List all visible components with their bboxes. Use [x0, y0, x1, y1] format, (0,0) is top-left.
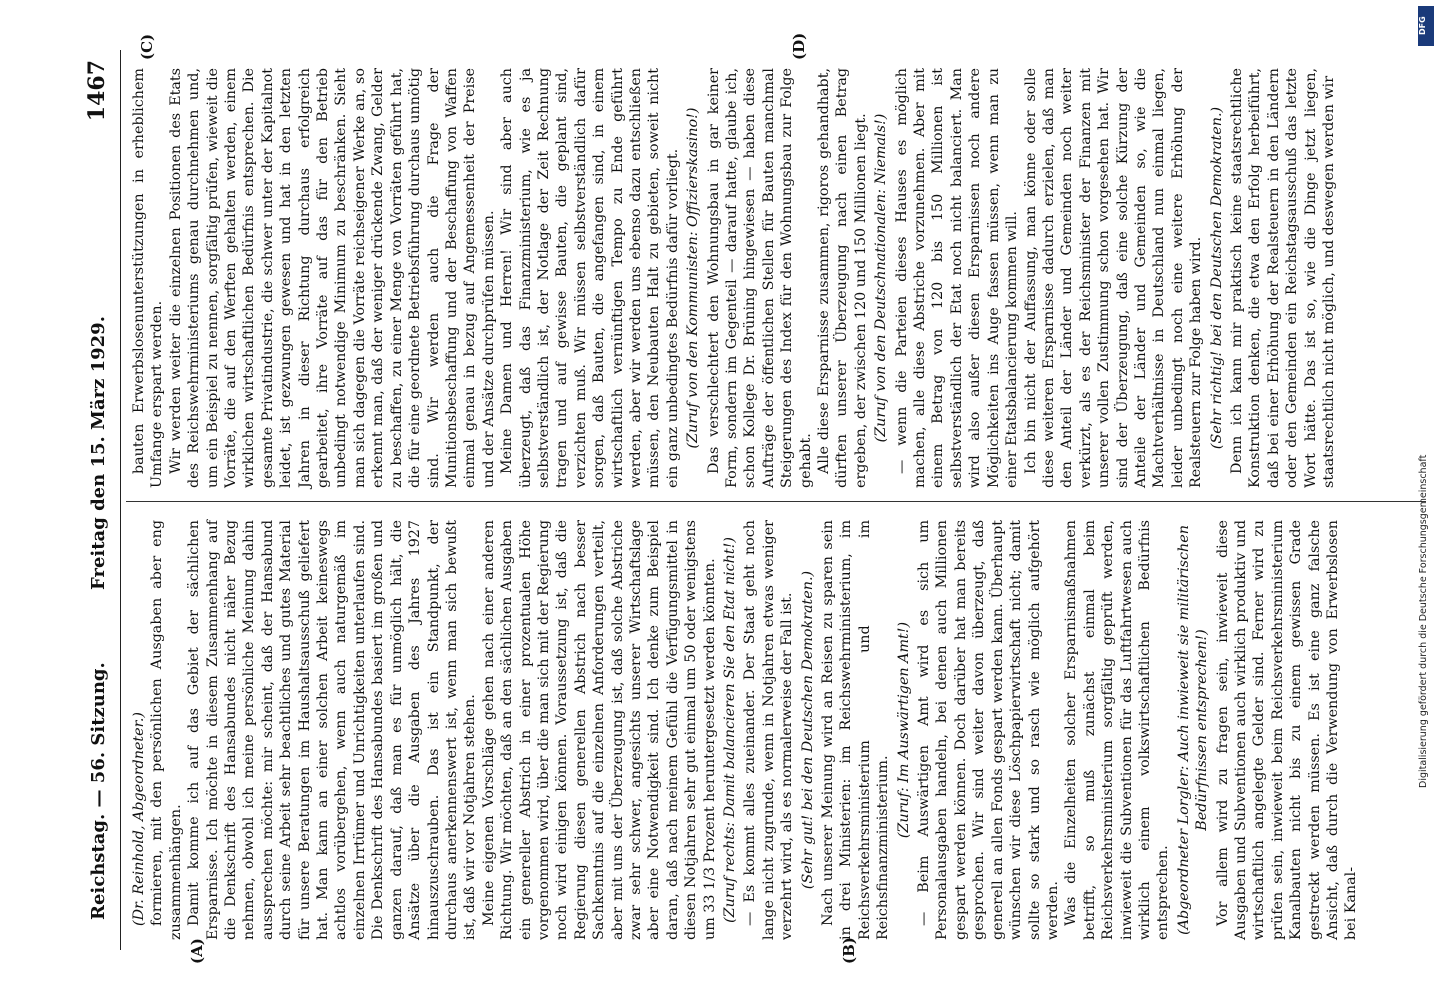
right-paragraph: (Zuruf von den Deutschnationalen: Niemals!)	[873, 113, 890, 443]
document-page	[80, 32, 1430, 964]
left-paragraph: — Beim Auswärtigen Amt wird es sich um Personalausgaben handeln, bei denen auch Millionen gespart werden können. Doch darüber hat man bereits gesprochen. Wir sind weiter davon überzeugt, daß generell an allen Fonds gespart werden kann. Überhaupt wünschen wir diese Löschpapierwirtschaft nicht; damit sollte so stark und so rasch wie möglich aufgehört werden.	[916, 520, 1061, 940]
dfg-logo: DFG	[1418, 6, 1434, 46]
margin-marker-d: (D)	[790, 32, 808, 60]
left-paragraph: Nach unserer Meinung wird an Reisen zu sparen sein in drei Ministerien: im Reichswehrministerium, im Reichsverkehrsministerium und im Reichsfinanzministerium.	[820, 520, 892, 940]
right-paragraph: Das verschlechtert den Wohnungsbau in gar keiner Form, sondern im Gegenteil — darauf hatte, glaube ich, schon Kollege Dr. Brüning hingewiesen — haben diese Aufträge der öffentlichen Stellen für Bauten manchmal Steigerungen des Index für den Wohnungsbau zur Folge gehabt.	[705, 68, 814, 488]
right-paragraph: (Zuruf von den Kommunisten: Offizierskasino!)	[685, 107, 702, 449]
right-paragraph: Alle diese Ersparnisse zusammen, rigoros gehandhabt, dürften unserer Überzeugung nach einen Betrag ergeben, der zwischen 120 und 150 Millionen liegt.	[816, 68, 869, 488]
left-column-text	[130, 520, 1361, 940]
left-paragraph: (Sehr gut! bei den Deutschen Demokraten.)	[799, 570, 816, 890]
right-paragraph: Ich bin nicht der Auffassung, man könne oder solle diese weiteren Ersparnisse dadurch erzielen, daß man den Anteil der Länder und Gemeinden noch weiter verkürzt, als es der Reichsminister der Finanzen mit unserer vollen Zustimmung schon vorgesehen hat. Wir sind der Überzeugung, daß eine solche Kürzung der Anteile der Länder und Gemeinden so, wie die Machtverhältnisse in Deutschland nun einmal liegen, leider unbedingt noch eine weitere Erhöhung der Realsteuern zur Folge haben wird.	[1022, 68, 1205, 488]
right-column-text	[130, 68, 1338, 488]
right-paragraph: Meine Damen und Herren! Wir sind aber auch überzeugt, daß das Finanzministerium, wie es ja selbstverständlich ist, der Notlage der Zeit Rechnung tragen und auf gewisse Bauten, die geplant sind, verzichten muß. Wir müssen selbstverständlich dafür sorgen, daß Bauten, die angefangen sind, in einem wirtschaftlich vernünftigen Tempo zu Ende geführt werden, aber wir werden uns ebenso dazu entschließen müssen, den Neubauten Halt zu gebieten, soweit nicht ein ganz unbedingtes Bedürfnis dafür vorliegt.	[499, 68, 681, 488]
right-paragraph: bauten Erwerbslosenunterstützungen in erheblichem Umfange erspart werden.	[131, 68, 166, 488]
margin-marker-b: (B)	[840, 937, 858, 964]
left-paragraph: (Zuruf: Im Auswärtigen Amt!)	[895, 621, 912, 839]
right-paragraph: Denn ich kann mir praktisch keine staatsrechtliche Konstruktion denken, die etwa den Erfolg herbeiführt, daß bei einer Erhöhung der Realsteuern in den Ländern oder den Gemeinden ein Reichstagsausschuß das letzte Wort hätte. Das ist so, wie die Dinge jetzt liegen, staatsrechtlich nicht möglich, und deswegen werden wir	[1228, 68, 1337, 488]
left-paragraph: (Zuruf rechts: Damit balancieren Sie den Etat nicht!)	[722, 537, 738, 923]
digitization-credit: Digitalisierung gefördert durch die Deutsche Forschungsgemeinschaft	[1418, 454, 1429, 788]
left-column	[130, 520, 1420, 964]
page-header	[80, 50, 121, 950]
left-paragraph: — Es kommt alles zueinander. Der Staat geht noch lange nicht zugrunde, wenn in Notjahren etwas weniger verzehrt wird, als es normalerweise der Fall ist.	[742, 520, 796, 940]
right-paragraph: — wenn die Parteien dieses Hauses es möglich machen, alle diese Abstriche vorzunehmen. Aber mit einem Betrag von 120 bis 150 Millionen ist selbstverständlich der Etat noch nicht balanciert. Man wird also außer diesen Ersparnissen noch andere Möglichkeiten ins Auge fassen müssen, wenn man zu einer Etatsbalancierung kommen will.	[893, 68, 1021, 488]
page-number: 1467	[84, 60, 110, 122]
margin-marker-c: (C)	[138, 33, 156, 60]
left-paragraph: Damit komme ich auf das Gebiet der sächlichen Ersparnisse. Ich möchte in diesem Zusammenhang auf die Denkschrift des Hansabundes nicht näher Bezug nehmen, obwohl ich meine persönliche Meinung dahin aussprechen möchte: mir scheint, daß der Hansabund durch seine Arbeit sehr beachtliches und gutes Material für unsere Beratungen im Haushaltsausschuß geliefert hat. Man kann an einer solchen Arbeit keineswegs achtlos vorübergehen, wenn auch naturgemäß im einzelnen Irrtümer und Unrichtigkeiten unterlaufen sind. Die Denkschrift des Hansabundes basiert im großen und ganzen darauf, daß man es für unmöglich hält, die Ansätze über die Ausgaben des Jahres 1927 hinauszuschrauben. Das ist ein Standpunkt, der durchaus anerkennenswert ist, wenn man sich bewußt ist, daß wir vor Notjahren stehen.	[186, 520, 479, 940]
left-paragraph: formieren, mit den persönlichen Ausgaben aber eng zusammenhängen.	[149, 520, 184, 940]
left-paragraph: (Abgeordneter Lorgler: Auch inwieweit sie militärischen Bedürfnissen entsprechen!)	[1175, 525, 1211, 935]
right-column	[130, 68, 1420, 488]
header-session: Reichstag. — 56. Sitzung.	[88, 662, 109, 920]
left-paragraph: Meine eigenen Vorschläge gehen nach einer anderen Richtung. Wir möchten, daß an den sächlichen Ausgaben ein genereller Abstrich in einer prozentualen Höhe vorgenommen wird, über die man sich mit der Regierung noch wird einigen können. Voraussetzung ist, daß die Regierung diesen generellen Abstrich nach besser Sachkenntnis auf die einzelnen Anforderungen verteilt, aber mit uns der Überzeugung ist, daß solche Abstriche zwar sehr schwer, angesichts unserer Wirtschaftslage aber eine Notwendigkeit sind. Ich denke zum Beispiel daran, daß nach meinem Gefühl die Verfügungsmittel in diesen Notjahren sehr gut einmal um 50 oder wenigstens um 33 1/3 Prozent heruntergesetzt werden könnten.	[480, 520, 718, 940]
header-date: Freitag den 15. März 1929.	[88, 316, 109, 590]
right-paragraph: Wir werden weiter die einzelnen Positionen des Etats des Reichswehrministeriums genau durchnehmen und, um ein Beispiel zu nennen, sorgfältig prüfen, wieweit die Vorräte, die auf den Werften gehalten werden, einem wirklichen wirtschaftlichen Bedürfnis entsprechen. Die gesamte Privatindustrie, die schwer unter der Kapitalnot leidet, ist gezwungen gewesen und hat in den letzten Jahren in dieser Richtung durchaus erfolgreich gearbeitet, ihre Vorräte auf das für den Betrieb unbedingt notwendige Minimum zu beschränken. Sieht man sich dagegen die Vorräte reichseigener Werke an, so erkennt man, daß der weniger drückende Zwang, Gelder zu beschaffen, zu einer Menge von Vorräten geführt hat, die für eine geordnete Betriebsführung durchaus unnötig sind. Wir werden auch die Frage der Munitionsbeschaffung und der Beschaffung von Waffen einmal genau in bezug auf Angemessenheit der Preise und der Ansätze durchprüfen müssen.	[167, 68, 497, 488]
left-paragraph: Vor allem wird zu fragen sein, inwieweit diese Ausgaben und Subventionen auch wirklich produktiv und wirtschaftlich angelegte Gelder sind. Ferner wird zu prüfen sein, inwieweit beim Reichsverkehrsministerium Kanalbauten nicht bis zu einem gewissen Grade gestreckt werden müssen. Es ist eine ganz falsche Ansicht, daß durch die Verwendung von Erwerbslosen bei Kanal-	[1214, 520, 1360, 940]
left-paragraph: (Dr. Reinhold, Abgeordneter.)	[131, 712, 147, 926]
right-paragraph: (Sehr richtig! bei den Deutschen Demokraten.)	[1208, 106, 1225, 450]
column-divider	[126, 501, 1426, 502]
margin-marker-a: (A)	[188, 938, 206, 964]
left-paragraph: Was die Einzelheiten solcher Ersparnismaßnahmen betrifft, so muß zunächst einmal beim Reichsverkehrsministerium sorgfältig geprüft werden, inwieweit die Subventionen für das Luftfahrtwesen auch wirklich einem volkswirtschaftlichen Bedürfnis entsprechen.	[1063, 520, 1172, 940]
